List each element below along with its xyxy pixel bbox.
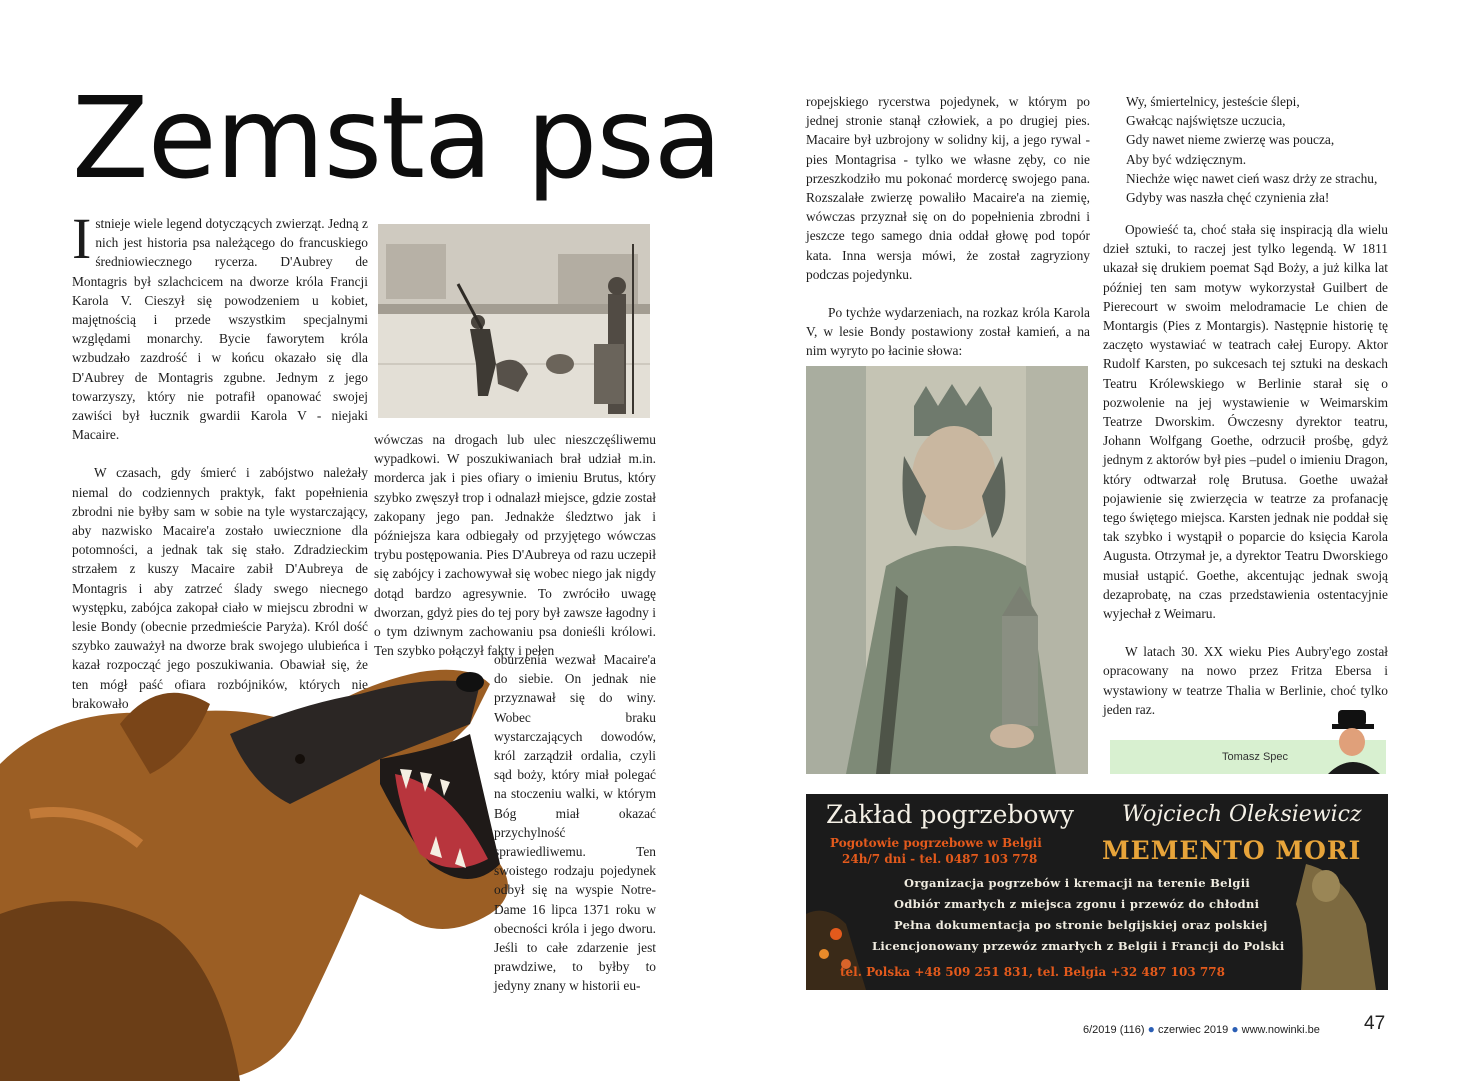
- ad-service: Licencjonowany przewóz zmarłych z Belgii i Francji do Polski: [872, 939, 1285, 953]
- funeral-ad: [806, 794, 1388, 990]
- ad-company: Zakład pogrzebowy: [826, 800, 1074, 829]
- column-2-upper: [374, 430, 656, 660]
- author-bar: [1110, 740, 1386, 774]
- ad-emergency: Pogotowie pogrzebowe w Belgii: [830, 836, 1042, 850]
- barking-dog-image: [0, 664, 515, 1081]
- column-4: [1103, 220, 1388, 719]
- column-1: [72, 206, 368, 713]
- ad-phones: tel. Polska +48 509 251 831, tel. Belgia +32 487 103 778: [840, 965, 1225, 979]
- bullet-icon: ●: [1147, 1022, 1155, 1036]
- footer: [1083, 1022, 1320, 1036]
- paragraph: oburzenia wezwał Macaire'a do siebie. On jednak nie przyznawał się do winy. Wobec braku wystarczających dowodów, król zarządził ordalia, czyli sąd boży, który miał polegać na stoczeniu walki, w którym Bóg miał okazać przychylność sprawiedliwemu. Ten swoistego rodzaju pojedynek odbył się na wyspie Notre-Dame 16 lipca 1371 roku w obecności króla i jego dworu. Jeśli to całe zdarzenie jest prawdziwe, to byłby to jedyny znany w historii eu-: [494, 652, 656, 994]
- king-statue-image: [806, 366, 1088, 774]
- paragraph: Opowieść ta, choć stała się inspiracją dla wielu dzieł sztuki, to raczej jest tylko legendą. W 1811 ukazał się drukiem poemat Sąd Boży, a już kilka lat później ten sam motyw wykorzystał Guilbert de Pierecourt w swoim melodramacie Le chien de Montargis (Pies z Montargis). Następnie historię tę zaczęto wystawiać w teatrach całej Europy. Aktor Rudolf Karsten, po sukcesach tej sztuki na deskach Teatru Królewskiego w Berlinie starał się o pozwolenie na jej wystawienie w Weimarskim Teatrze Dworskim. Ówczesny dyrektor teatru, Johann Wolfgang Goethe, odrzucił prośbę, gdyż jednym z aktorów był pies –pudel o imieniu Dragon, który odtwarzał rolę Brutusa. Goethe uważał pojawienie się zwierzęcia w teatrze za profanację tego świętego miejsca. Karsten jednak nie poddał się tak szybko i wystąpił o poparcie do księcia Karola Augusta. Otrzymał je, a dyrektor Teatru Dworskiego musiał ustąpić. Goethe, akcentując jednak swoją dezaprobatę, na czas przedstawienia ostentacyjnie wyjechał z Weimaru.: [1103, 222, 1388, 622]
- poem-line: Gdy nawet nieme zwierzę was poucza,: [1126, 132, 1335, 148]
- author-photo: [1324, 710, 1384, 774]
- duel-engraving-image: [378, 224, 650, 418]
- page-number: 47: [1364, 1013, 1386, 1034]
- footer-issue: 6/2019 (116): [1083, 1024, 1145, 1036]
- article-title: Zemsta psa: [72, 74, 722, 204]
- ad-service: Odbiór zmarłych z miejsca zgonu i przewóz do chłodni: [894, 897, 1260, 911]
- poem-line: Gwałcąc najświętsze uczucia,: [1126, 113, 1286, 129]
- ad-hours-phone: 24h/7 dni - tel. 0487 103 778: [842, 852, 1038, 866]
- ad-service: Organizacja pogrzebów i kremacji na terenie Belgii: [904, 876, 1251, 890]
- poem-line: Gdyby was naszła chęć czynienia zła!: [1126, 190, 1330, 206]
- ad-slogan: MEMENTO MORI: [1102, 836, 1362, 865]
- paragraph: ropejskiego rycerstwa pojedynek, w którym po jednej stronie stanął człowiek, a po drugiej pies. Macaire był uzbrojony w solidny kij, a jego rywal - pies Montagrisa - tylko we własne zęby, co nie przeszkodziło mu pokonać mordercę swojego pana. Rozszalałe zwierzę powaliło Macaire'a na ziemię, wówczas przyznał się on do popełnienia zbrodni i jeszcze tego samego dnia oddał głowę pod topór kata. Inna wersja mówi, że został zagryziony podczas pojedynku.: [806, 94, 1090, 282]
- poem-line: Wy, śmiertelnicy, jesteście ślepi,: [1126, 94, 1300, 109]
- column-2-lower: [494, 650, 656, 996]
- drop-cap: I: [72, 206, 92, 271]
- poem-line: Niechże więc nawet cień wasz drży ze strachu,: [1126, 170, 1378, 186]
- poem-line: Aby być wdzięcznym.: [1126, 151, 1247, 167]
- ad-service: Pełna dokumentacja po stronie belgijskiej oraz polskiej: [894, 918, 1268, 932]
- bullet-icon: ●: [1231, 1022, 1239, 1036]
- author-name: Tomasz Spec: [1222, 751, 1289, 763]
- paragraph: Istnieje wiele legend dotyczących zwierząt. Jedną z nich jest historia psa należącego do francuskiego średniowiecznego rycerza. D'Aubrey de Montagris był szlachcicem na dworze króla Francji Karola V. Cieszył się powodzeniem u kobiet, majętnością i przede wszystkim specjalnymi względami monarchy. Bycie faworytem króla wzbudzało zazdrość i w końcu okazało się dla D'Aubrey de Montagris zgubne. Jednym z jego towarzyszy, który nie potrafił opanować swojej zawiści był łucznik gwardii Karola V - niejaki Macaire.: [72, 206, 368, 443]
- paragraph: Po tychże wydarzeniach, na rozkaz króla Karola V, w lesie Bondy postawiony został kamień, a na nim wyryto po łacinie słowa:: [806, 305, 1090, 359]
- column-3: [806, 92, 1090, 361]
- paragraph: wówczas na drogach lub ulec nieszczęśliwemu wypadkowi. W poszukiwaniach brał udział m.in. morderca jak i pies ofiary o imieniu Brutus, który szybko zwęszył trop i odnalazł miejsce, gdzie został zakopany jego pan. Jednakże śledztwo jak i późniejsza kara odbiegały od przyjętego wówczas trybu postępowania. Pies D'Aubreya od razu uczepił się zabójcy i zachowywał się wobec niego jak nigdy dotąd bardzo agresywnie. To zwróciło uwagę dworzan, gdyż pies do tej pory był zawsze łagodny i o tym dziwnym zachowaniu psa donieśli królowi. Ten szybko połączył fakty i pełen: [374, 432, 656, 659]
- paragraph: W latach 30. XX wieku Pies Aubry'ego został opracowany na nowo przez Fritza Ebersa i wystawiony w teatrze Thalia w Berlinie, choć tylko jeden raz.: [1103, 644, 1388, 717]
- ad-owner: Wojciech Oleksiewicz: [1122, 802, 1362, 827]
- paragraph: W czasach, gdy śmierć i zabójstwo należały niemal do codziennych praktyk, fakt popełnienia zbrodni nie byłby sam w sobie na tyle wystarczający, aby nazwisko Macaire'a zostało uwiecznione dla potomności, a jednak tak się stało. Zdradzieckim strzałem z kuszy Macaire zabił D'Aubreya de Montagris i aby zatrzeć ślady swego niecnego występku, zabójca zakopał ciało w miejscu zbrodni w lesie Bondy (obecnie przedmieście Paryża). Król dość szybko zauważył na dworze brak swojego ulubieńca i kazał rozpocząć jego poszukiwania. Obawiał się, że ten mógł paść ofiara rozbójników, których nie brakowało: [72, 465, 368, 711]
- poem: [1126, 92, 1388, 207]
- footer-site: www.nowinki.be: [1241, 1024, 1320, 1036]
- footer-month: czerwiec 2019: [1157, 1024, 1229, 1036]
